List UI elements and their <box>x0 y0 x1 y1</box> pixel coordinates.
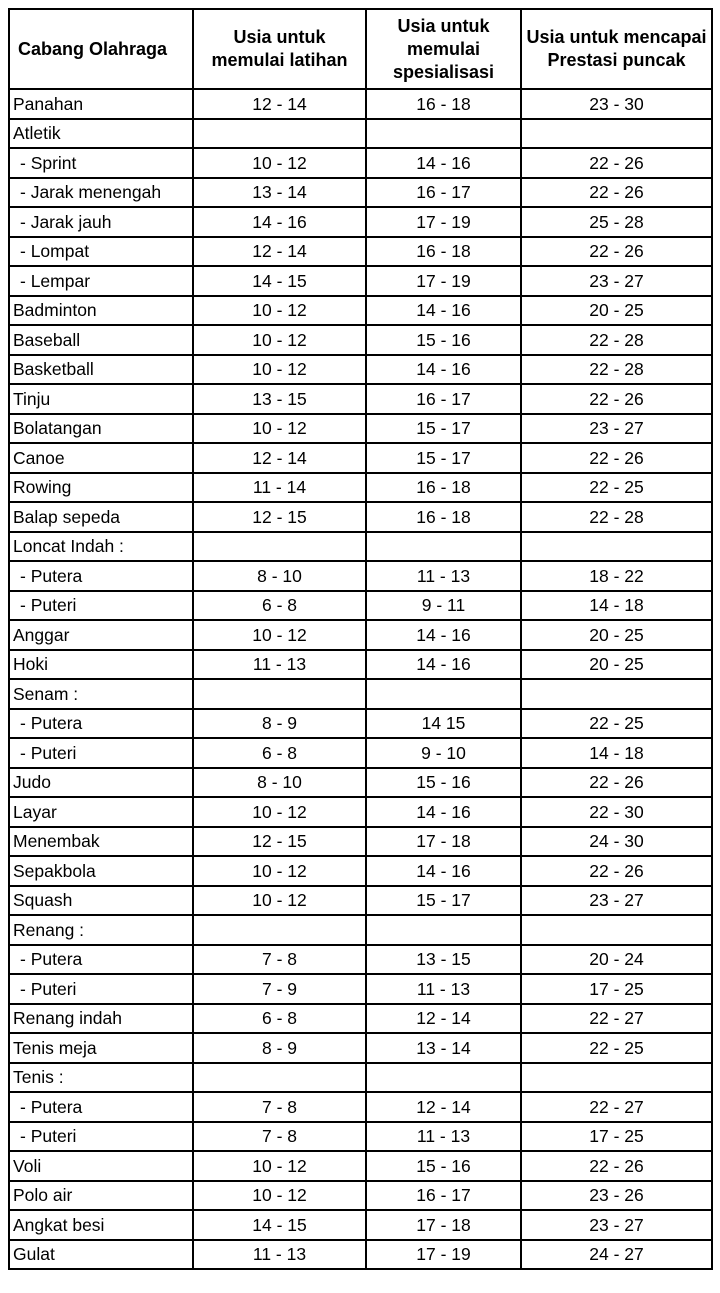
age-puncak-cell: 20 - 25 <box>521 650 712 680</box>
sport-name-cell: - Putera <box>9 1092 193 1122</box>
age-latihan-cell: 7 - 9 <box>193 974 366 1004</box>
age-puncak-cell <box>521 915 712 945</box>
sport-name-cell: Rowing <box>9 473 193 503</box>
age-latihan-cell: 8 - 10 <box>193 768 366 798</box>
age-puncak-cell: 14 - 18 <box>521 591 712 621</box>
age-spesialisasi-cell: 14 - 16 <box>366 355 521 385</box>
sport-name-cell: - Lempar <box>9 266 193 296</box>
sport-name-cell: Canoe <box>9 443 193 473</box>
header-row <box>9 9 712 89</box>
sport-name-cell: Anggar <box>9 620 193 650</box>
table-row <box>9 768 712 798</box>
age-latihan-cell: 12 - 15 <box>193 502 366 532</box>
sport-name-cell: Tenis meja <box>9 1033 193 1063</box>
age-puncak-cell: 22 - 25 <box>521 709 712 739</box>
header-usia-spesialisasi: Usia untuk memulai spesialisasi <box>366 9 521 89</box>
table-row <box>9 502 712 532</box>
age-latihan-cell: 14 - 16 <box>193 207 366 237</box>
table-row <box>9 414 712 444</box>
table-row <box>9 207 712 237</box>
age-spesialisasi-cell: 15 - 16 <box>366 1151 521 1181</box>
table-row <box>9 709 712 739</box>
age-spesialisasi-cell: 15 - 16 <box>366 325 521 355</box>
age-puncak-cell: 22 - 28 <box>521 502 712 532</box>
age-spesialisasi-cell: 14 - 16 <box>366 620 521 650</box>
age-spesialisasi-cell: 14 15 <box>366 709 521 739</box>
age-puncak-cell: 22 - 26 <box>521 178 712 208</box>
table-row <box>9 1151 712 1181</box>
age-puncak-cell: 18 - 22 <box>521 561 712 591</box>
age-spesialisasi-cell: 11 - 13 <box>366 1122 521 1152</box>
age-spesialisasi-cell: 15 - 17 <box>366 414 521 444</box>
table-row <box>9 797 712 827</box>
table-row <box>9 915 712 945</box>
age-puncak-cell: 22 - 25 <box>521 473 712 503</box>
age-spesialisasi-cell: 16 - 17 <box>366 178 521 208</box>
table-row <box>9 620 712 650</box>
age-puncak-cell: 25 - 28 <box>521 207 712 237</box>
table-row <box>9 974 712 1004</box>
age-latihan-cell <box>193 532 366 562</box>
table-row <box>9 827 712 857</box>
sport-name-cell: Squash <box>9 886 193 916</box>
age-latihan-cell: 10 - 12 <box>193 620 366 650</box>
age-latihan-cell <box>193 679 366 709</box>
sport-name-cell: - Puteri <box>9 1122 193 1152</box>
age-puncak-cell: 17 - 25 <box>521 974 712 1004</box>
sport-name-cell: - Jarak jauh <box>9 207 193 237</box>
age-puncak-cell: 23 - 27 <box>521 266 712 296</box>
table-row <box>9 473 712 503</box>
table-row <box>9 738 712 768</box>
age-latihan-cell: 11 - 14 <box>193 473 366 503</box>
age-spesialisasi-cell: 16 - 18 <box>366 237 521 267</box>
age-spesialisasi-cell: 13 - 15 <box>366 945 521 975</box>
table-row <box>9 119 712 149</box>
sport-name-cell: Gulat <box>9 1240 193 1270</box>
sport-name-cell: - Putera <box>9 709 193 739</box>
age-latihan-cell <box>193 915 366 945</box>
sport-name-cell: Layar <box>9 797 193 827</box>
sport-name-cell: Atletik <box>9 119 193 149</box>
table-row <box>9 1063 712 1093</box>
age-spesialisasi-cell: 15 - 17 <box>366 443 521 473</box>
table-row <box>9 384 712 414</box>
age-latihan-cell: 11 - 13 <box>193 1240 366 1270</box>
table-row <box>9 1033 712 1063</box>
table-row <box>9 650 712 680</box>
sport-name-cell: Angkat besi <box>9 1210 193 1240</box>
age-puncak-cell: 22 - 26 <box>521 443 712 473</box>
age-latihan-cell: 8 - 9 <box>193 709 366 739</box>
table-row <box>9 532 712 562</box>
age-spesialisasi-cell: 17 - 18 <box>366 827 521 857</box>
age-spesialisasi-cell <box>366 1063 521 1093</box>
age-spesialisasi-cell: 14 - 16 <box>366 856 521 886</box>
age-puncak-cell <box>521 119 712 149</box>
age-puncak-cell: 22 - 27 <box>521 1092 712 1122</box>
age-latihan-cell: 14 - 15 <box>193 266 366 296</box>
age-puncak-cell: 23 - 26 <box>521 1181 712 1211</box>
age-latihan-cell: 7 - 8 <box>193 945 366 975</box>
age-spesialisasi-cell <box>366 532 521 562</box>
age-spesialisasi-cell <box>366 915 521 945</box>
age-spesialisasi-cell <box>366 679 521 709</box>
age-spesialisasi-cell: 15 - 16 <box>366 768 521 798</box>
sport-name-cell: Bolatangan <box>9 414 193 444</box>
sport-name-cell: Balap sepeda <box>9 502 193 532</box>
age-puncak-cell: 22 - 28 <box>521 325 712 355</box>
age-spesialisasi-cell: 9 - 10 <box>366 738 521 768</box>
age-puncak-cell: 22 - 27 <box>521 1004 712 1034</box>
sport-name-cell: Basketball <box>9 355 193 385</box>
age-latihan-cell: 10 - 12 <box>193 1181 366 1211</box>
age-spesialisasi-cell: 17 - 19 <box>366 1240 521 1270</box>
age-spesialisasi-cell: 16 - 18 <box>366 89 521 119</box>
age-latihan-cell: 14 - 15 <box>193 1210 366 1240</box>
age-latihan-cell: 13 - 14 <box>193 178 366 208</box>
sport-name-cell: Menembak <box>9 827 193 857</box>
age-puncak-cell: 22 - 30 <box>521 797 712 827</box>
age-puncak-cell: 23 - 27 <box>521 1210 712 1240</box>
age-latihan-cell: 10 - 12 <box>193 148 366 178</box>
sport-name-cell: Senam : <box>9 679 193 709</box>
age-latihan-cell: 8 - 9 <box>193 1033 366 1063</box>
sport-name-cell: Badminton <box>9 296 193 326</box>
age-latihan-cell <box>193 119 366 149</box>
age-spesialisasi-cell: 16 - 18 <box>366 473 521 503</box>
table-row <box>9 1240 712 1270</box>
age-puncak-cell: 23 - 30 <box>521 89 712 119</box>
age-latihan-cell: 12 - 15 <box>193 827 366 857</box>
age-puncak-cell: 22 - 26 <box>521 768 712 798</box>
age-puncak-cell: 23 - 27 <box>521 414 712 444</box>
age-puncak-cell: 22 - 25 <box>521 1033 712 1063</box>
table-row <box>9 1004 712 1034</box>
sport-name-cell: - Puteri <box>9 974 193 1004</box>
age-latihan-cell: 13 - 15 <box>193 384 366 414</box>
age-latihan-cell: 12 - 14 <box>193 89 366 119</box>
table-row <box>9 148 712 178</box>
age-latihan-cell: 6 - 8 <box>193 738 366 768</box>
sport-name-cell: - Putera <box>9 945 193 975</box>
age-spesialisasi-cell: 11 - 13 <box>366 974 521 1004</box>
age-spesialisasi-cell: 15 - 17 <box>366 886 521 916</box>
table-row <box>9 1210 712 1240</box>
age-puncak-cell: 17 - 25 <box>521 1122 712 1152</box>
sport-name-cell: Renang indah <box>9 1004 193 1034</box>
age-spesialisasi-cell: 14 - 16 <box>366 296 521 326</box>
sport-name-cell: Judo <box>9 768 193 798</box>
age-puncak-cell: 20 - 24 <box>521 945 712 975</box>
table-row <box>9 1181 712 1211</box>
age-puncak-cell <box>521 532 712 562</box>
table-row <box>9 856 712 886</box>
table-row <box>9 89 712 119</box>
table-row <box>9 355 712 385</box>
table-row <box>9 886 712 916</box>
sport-name-cell: Loncat Indah : <box>9 532 193 562</box>
age-spesialisasi-cell: 16 - 17 <box>366 384 521 414</box>
header-usia-prestasi: Usia untuk mencapai Prestasi puncak <box>521 9 712 89</box>
age-spesialisasi-cell: 13 - 14 <box>366 1033 521 1063</box>
sport-name-cell: Hoki <box>9 650 193 680</box>
age-latihan-cell: 7 - 8 <box>193 1092 366 1122</box>
header-usia-latihan: Usia untuk memulai latihan <box>193 9 366 89</box>
age-puncak-cell: 23 - 27 <box>521 886 712 916</box>
age-puncak-cell: 22 - 26 <box>521 1151 712 1181</box>
age-puncak-cell: 20 - 25 <box>521 296 712 326</box>
age-latihan-cell: 8 - 10 <box>193 561 366 591</box>
age-latihan-cell: 10 - 12 <box>193 325 366 355</box>
age-spesialisasi-cell: 16 - 18 <box>366 502 521 532</box>
age-puncak-cell: 22 - 26 <box>521 384 712 414</box>
table-row <box>9 325 712 355</box>
sport-name-cell: - Jarak menengah <box>9 178 193 208</box>
age-puncak-cell: 22 - 26 <box>521 148 712 178</box>
age-puncak-cell: 22 - 26 <box>521 237 712 267</box>
age-latihan-cell: 10 - 12 <box>193 1151 366 1181</box>
sport-name-cell: - Sprint <box>9 148 193 178</box>
age-spesialisasi-cell: 14 - 16 <box>366 148 521 178</box>
age-latihan-cell: 7 - 8 <box>193 1122 366 1152</box>
age-puncak-cell: 24 - 30 <box>521 827 712 857</box>
age-latihan-cell: 10 - 12 <box>193 414 366 444</box>
age-latihan-cell: 6 - 8 <box>193 1004 366 1034</box>
sport-name-cell: - Lompat <box>9 237 193 267</box>
table-row <box>9 296 712 326</box>
sport-age-table <box>8 8 713 1270</box>
age-puncak-cell <box>521 679 712 709</box>
age-latihan-cell: 10 - 12 <box>193 296 366 326</box>
table-row <box>9 443 712 473</box>
table-row <box>9 237 712 267</box>
sport-name-cell: Baseball <box>9 325 193 355</box>
table-row <box>9 561 712 591</box>
header-cabang-olahraga: Cabang Olahraga <box>9 9 193 89</box>
table-row <box>9 591 712 621</box>
sport-name-cell: Voli <box>9 1151 193 1181</box>
age-spesialisasi-cell: 11 - 13 <box>366 561 521 591</box>
age-latihan-cell: 12 - 14 <box>193 237 366 267</box>
age-latihan-cell: 10 - 12 <box>193 856 366 886</box>
sport-name-cell: Renang : <box>9 915 193 945</box>
age-spesialisasi-cell: 17 - 19 <box>366 266 521 296</box>
sport-name-cell: - Putera <box>9 561 193 591</box>
sport-name-cell: Tinju <box>9 384 193 414</box>
sport-name-cell: Polo air <box>9 1181 193 1211</box>
table-row <box>9 1092 712 1122</box>
age-spesialisasi-cell: 12 - 14 <box>366 1004 521 1034</box>
age-latihan-cell: 11 - 13 <box>193 650 366 680</box>
table-row <box>9 1122 712 1152</box>
age-puncak-cell: 14 - 18 <box>521 738 712 768</box>
table-row <box>9 679 712 709</box>
age-spesialisasi-cell: 17 - 18 <box>366 1210 521 1240</box>
age-latihan-cell: 10 - 12 <box>193 797 366 827</box>
sport-name-cell: - Puteri <box>9 591 193 621</box>
age-spesialisasi-cell: 12 - 14 <box>366 1092 521 1122</box>
sport-name-cell: Tenis : <box>9 1063 193 1093</box>
age-spesialisasi-cell <box>366 119 521 149</box>
age-latihan-cell: 10 - 12 <box>193 355 366 385</box>
age-puncak-cell: 20 - 25 <box>521 620 712 650</box>
table-row <box>9 178 712 208</box>
age-spesialisasi-cell: 17 - 19 <box>366 207 521 237</box>
age-latihan-cell <box>193 1063 366 1093</box>
age-spesialisasi-cell: 14 - 16 <box>366 797 521 827</box>
table-row <box>9 266 712 296</box>
age-spesialisasi-cell: 9 - 11 <box>366 591 521 621</box>
sport-name-cell: Sepakbola <box>9 856 193 886</box>
table-row <box>9 945 712 975</box>
age-puncak-cell: 24 - 27 <box>521 1240 712 1270</box>
age-puncak-cell <box>521 1063 712 1093</box>
sport-name-cell: - Puteri <box>9 738 193 768</box>
age-puncak-cell: 22 - 28 <box>521 355 712 385</box>
age-puncak-cell: 22 - 26 <box>521 856 712 886</box>
age-spesialisasi-cell: 14 - 16 <box>366 650 521 680</box>
sport-name-cell: Panahan <box>9 89 193 119</box>
age-latihan-cell: 6 - 8 <box>193 591 366 621</box>
age-latihan-cell: 10 - 12 <box>193 886 366 916</box>
age-spesialisasi-cell: 16 - 17 <box>366 1181 521 1211</box>
age-latihan-cell: 12 - 14 <box>193 443 366 473</box>
